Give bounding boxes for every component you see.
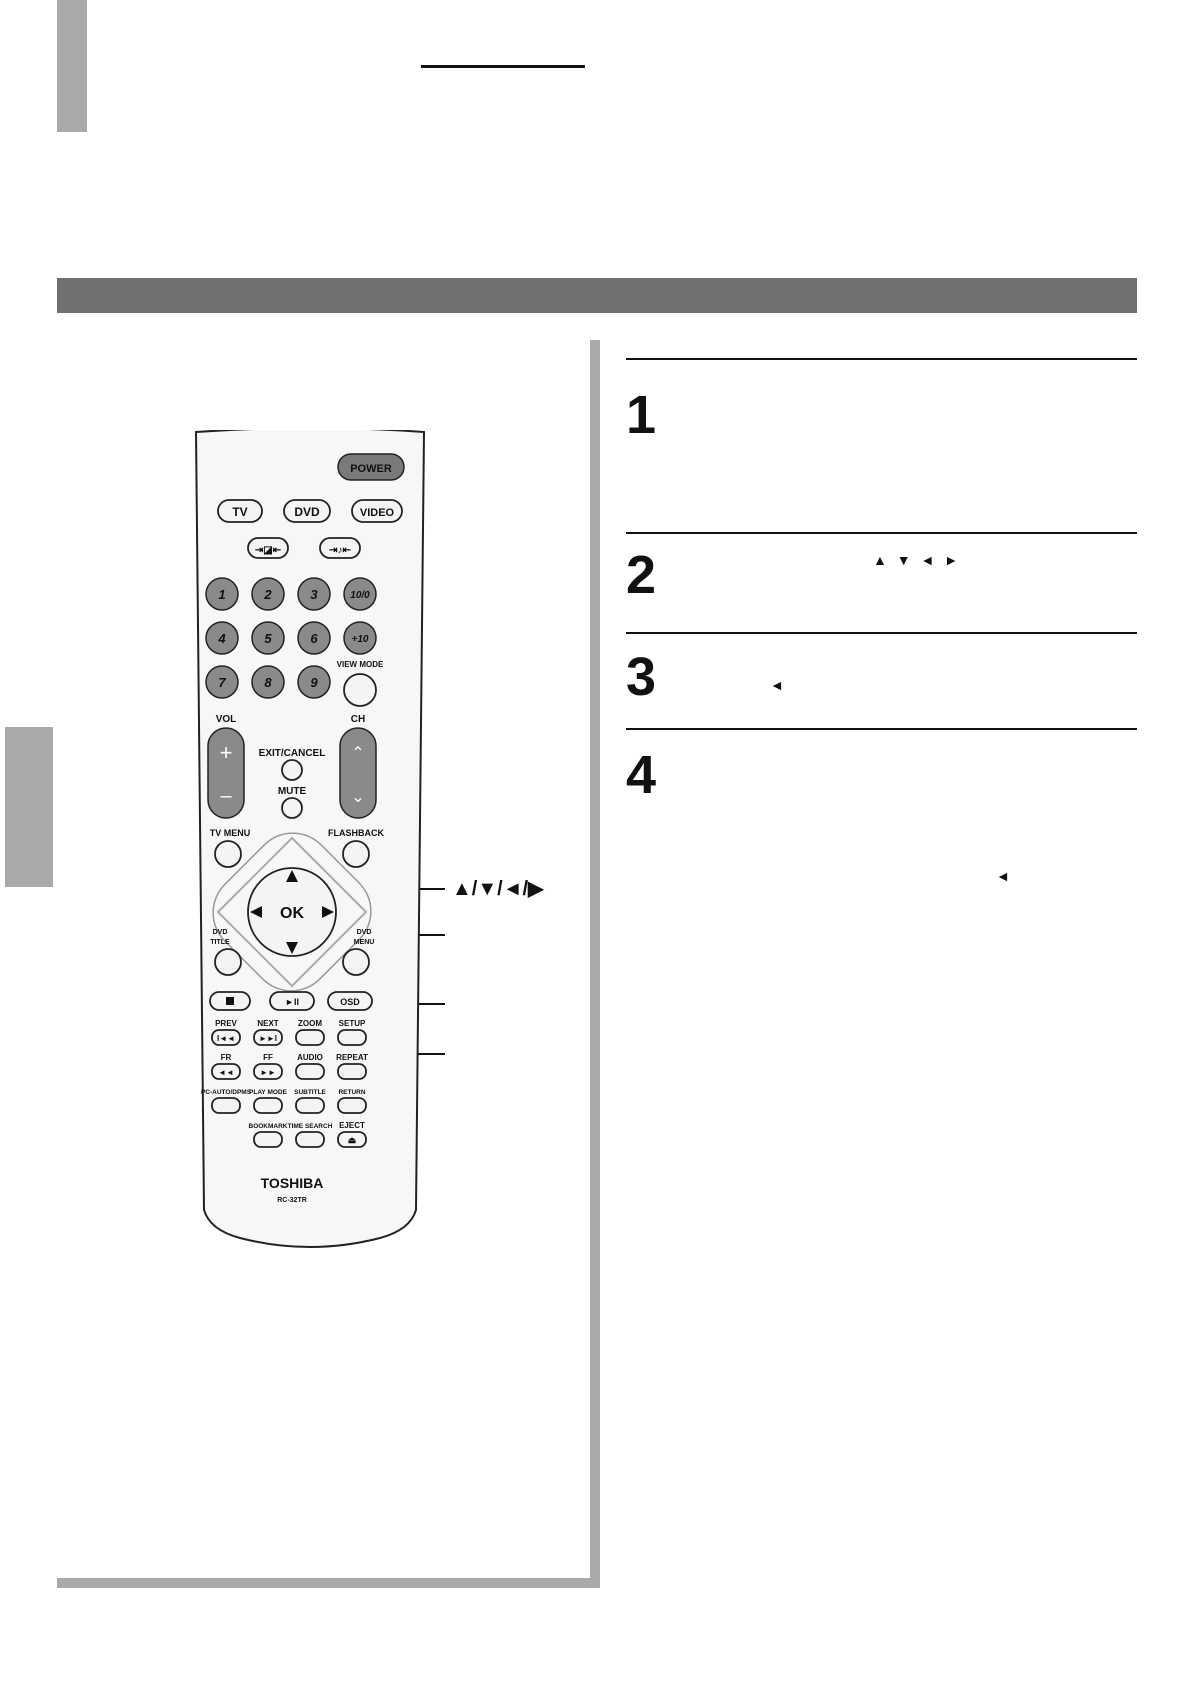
play-mode-button[interactable] <box>254 1098 282 1113</box>
key-6-label: 6 <box>310 631 318 646</box>
step-4-left-glyph: ◄ <box>996 868 1013 884</box>
dvd-menu-label-2: MENU <box>353 939 375 946</box>
key-5-label: 5 <box>264 631 272 646</box>
step-1-number: 1 <box>626 385 657 445</box>
model-label: RC-32TR <box>277 1197 307 1204</box>
vol-label: VOL <box>215 714 237 725</box>
view-mode-label: VIEW MODE <box>336 660 384 669</box>
eject-icon: ⏏ <box>347 1135 357 1145</box>
step-divider <box>626 532 1137 534</box>
audio-button[interactable] <box>296 1064 324 1079</box>
step-3-number: 3 <box>626 647 657 707</box>
stop-icon <box>226 997 234 1005</box>
return-button[interactable] <box>338 1098 366 1113</box>
svg-text:+: + <box>219 740 233 765</box>
eject-label: EJECT <box>339 1121 365 1130</box>
dvd-menu-label-1: DVD <box>356 929 372 936</box>
prev-icon: I◄◄ <box>216 1034 236 1043</box>
return-label: RETURN <box>338 1089 366 1096</box>
callout-label-arrows: ▲/▼/◄/▶ <box>452 878 544 900</box>
pc-auto-label: PC-AUTO/DPMS <box>200 1089 252 1096</box>
step-divider <box>626 728 1137 730</box>
power-label: POWER <box>350 463 392 475</box>
key-7-label: 7 <box>218 675 226 690</box>
dvd-title-label-2: TITLE <box>210 939 230 946</box>
svg-text:⌃: ⌃ <box>351 745 365 762</box>
key-9-label: 9 <box>310 675 318 690</box>
key-2-label: 2 <box>264 587 272 602</box>
svg-text:⇥◪⇤: ⇥◪⇤ <box>254 545 282 556</box>
bookmark-label: BOOKMARK <box>248 1123 288 1130</box>
key-8-label: 8 <box>264 675 272 690</box>
repeat-label: REPEAT <box>336 1053 368 1062</box>
chapter-side-tab <box>5 727 53 887</box>
ff-icon: ►► <box>260 1068 276 1077</box>
bookmark-button[interactable] <box>254 1132 282 1147</box>
next-icon: ►►I <box>258 1034 278 1043</box>
tv-mode-label: TV <box>232 505 248 519</box>
dvd-mode-label: DVD <box>294 505 320 519</box>
step-2-number: 2 <box>626 545 657 605</box>
zoom-button[interactable] <box>296 1030 324 1045</box>
pc-auto-button[interactable] <box>212 1098 240 1113</box>
play-mode-label: PLAY MODE <box>249 1089 287 1096</box>
view-mode-button[interactable] <box>344 674 376 706</box>
next-label: NEXT <box>257 1019 279 1028</box>
title-underline <box>421 65 585 68</box>
brand-logo: TOSHIBA <box>260 1175 324 1191</box>
remote-control-illustration <box>180 430 440 1280</box>
tv-menu-label: TV MENU <box>209 828 251 838</box>
step-divider <box>626 632 1137 634</box>
dvd-menu-button[interactable] <box>343 949 369 975</box>
dvd-title-button[interactable] <box>215 949 241 975</box>
time-search-label: TIME SEARCH <box>287 1123 333 1130</box>
page-corner-tab <box>57 0 87 132</box>
dvd-title-label-1: DVD <box>212 929 228 936</box>
setup-label: SETUP <box>338 1019 366 1028</box>
key-4-label: 4 <box>218 631 226 646</box>
ch-label: CH <box>350 714 366 725</box>
exit-cancel-button[interactable] <box>282 760 302 780</box>
subtitle-label: SUBTITLE <box>294 1089 326 1096</box>
osd-label: OSD <box>340 997 360 1007</box>
key-3-label: 3 <box>310 587 318 602</box>
exit-cancel-label: EXIT/CANCEL <box>258 748 326 759</box>
svg-text:⇥♪⇤: ⇥♪⇤ <box>329 545 351 556</box>
fr-label: FR <box>220 1053 232 1062</box>
svg-text:⌄: ⌄ <box>351 789 365 806</box>
prev-label: PREV <box>215 1019 237 1028</box>
svg-text:–: – <box>220 785 232 807</box>
key-plus10-label: +10 <box>351 634 369 645</box>
flashback-button[interactable] <box>343 841 369 867</box>
ok-label: OK <box>280 905 304 922</box>
time-search-button[interactable] <box>296 1132 324 1147</box>
flashback-label: FLASHBACK <box>328 828 384 838</box>
section-header-bar <box>57 278 1137 313</box>
steps-top-rule <box>626 358 1137 360</box>
video-mode-label: VIDEO <box>359 507 395 519</box>
mute-button[interactable] <box>282 798 302 818</box>
step-4-number: 4 <box>626 745 657 805</box>
audio-label: AUDIO <box>297 1053 323 1062</box>
panel-bottom-rule <box>57 1578 600 1588</box>
key-10-0-label: 10/0 <box>350 590 370 601</box>
fr-icon: ◄◄ <box>218 1068 234 1077</box>
mute-label: MUTE <box>277 786 307 797</box>
zoom-label: ZOOM <box>298 1019 322 1028</box>
column-divider <box>590 340 600 1588</box>
repeat-button[interactable] <box>338 1064 366 1079</box>
ff-label: FF <box>263 1053 273 1062</box>
subtitle-button[interactable] <box>296 1098 324 1113</box>
tv-menu-button[interactable] <box>215 841 241 867</box>
play-pause-icon: ►II <box>285 997 299 1007</box>
setup-button[interactable] <box>338 1030 366 1045</box>
step-2-arrow-glyphs: ▲ ▼ ◄ ► <box>873 552 962 568</box>
key-1-label: 1 <box>218 587 226 602</box>
step-3-left-glyph: ◄ <box>770 677 787 693</box>
